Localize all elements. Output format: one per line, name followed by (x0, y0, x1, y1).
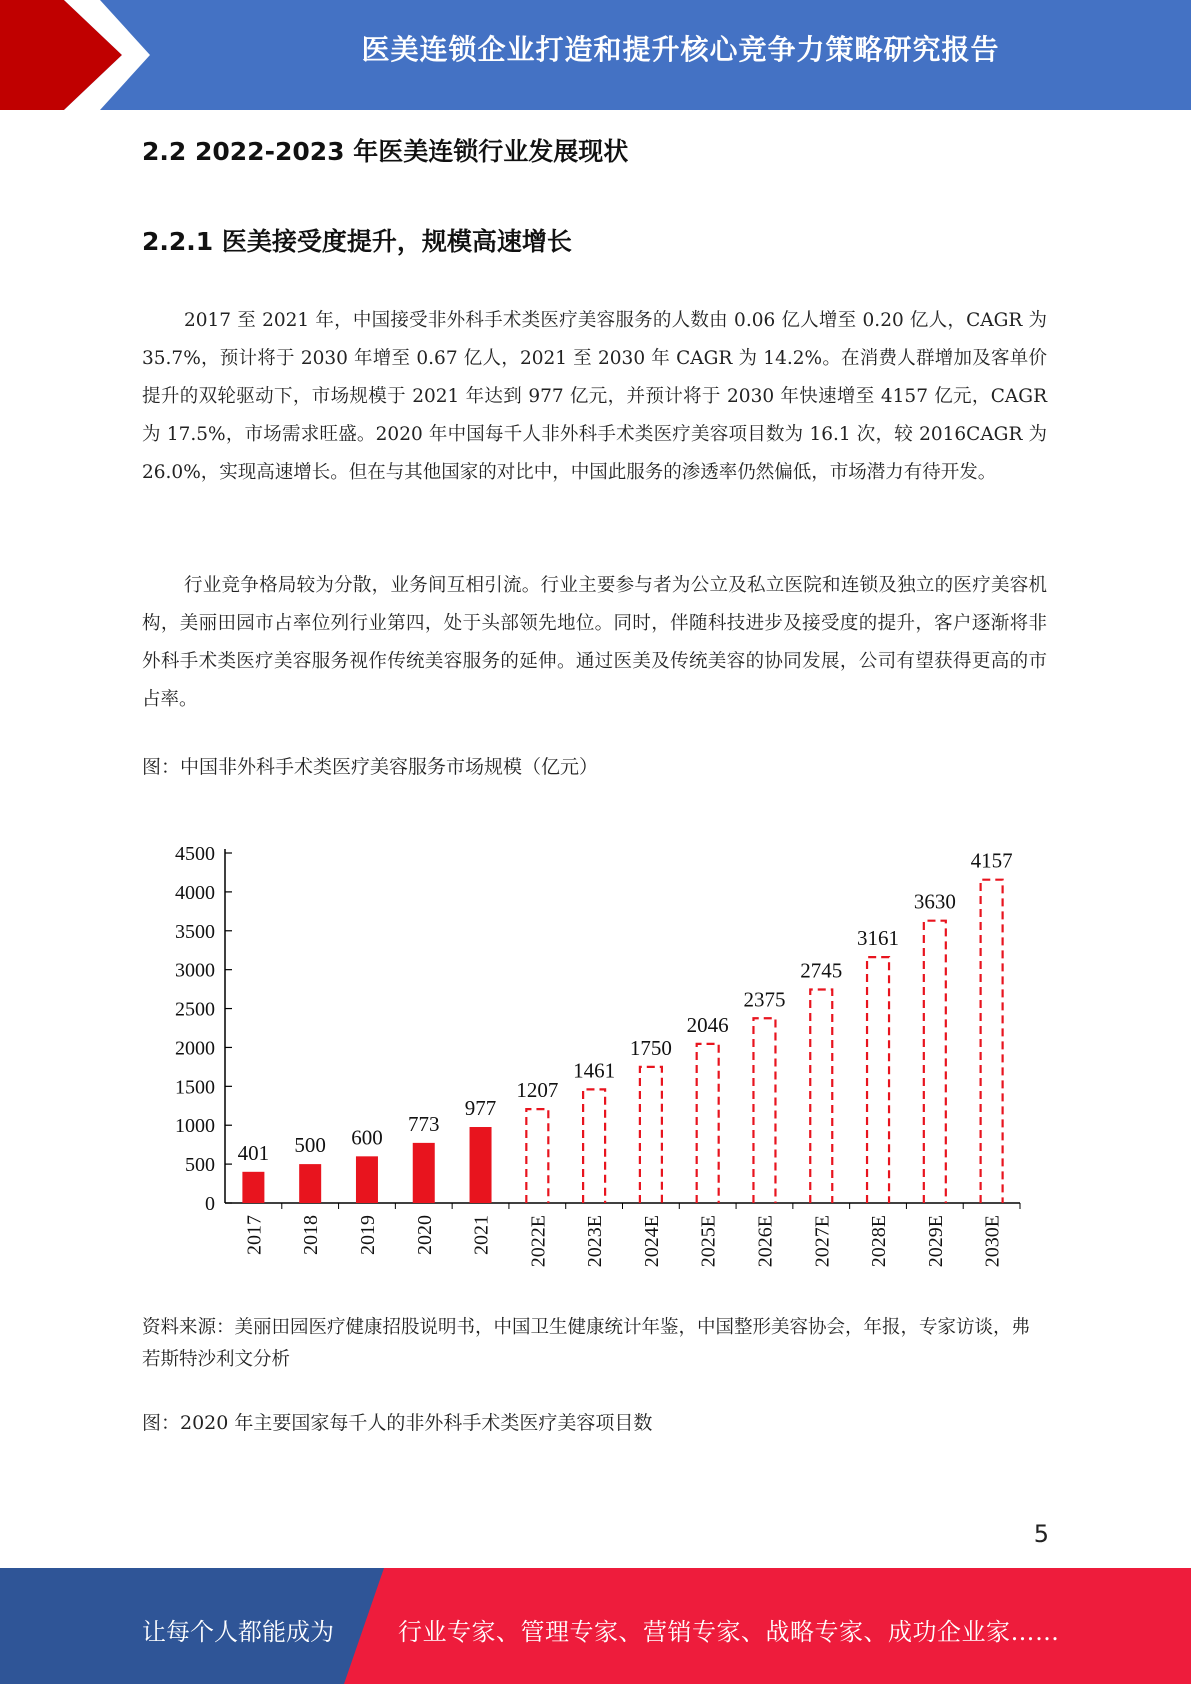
header-title: 医美连锁企业打造和提升核心竞争力策略研究报告 (361, 33, 1000, 66)
bar-forecast (981, 880, 1003, 1203)
y-tick-label: 3000 (175, 959, 215, 982)
data-label: 977 (464, 1096, 497, 1121)
data-label: 2375 (743, 987, 786, 1012)
x-tick-label: 2017 (243, 1215, 266, 1255)
bar-actual (242, 1172, 264, 1203)
x-tick-label: 2024E (640, 1215, 663, 1268)
data-label: 2046 (686, 1012, 729, 1037)
data-label: 1461 (573, 1058, 616, 1083)
y-tick-label: 0 (205, 1193, 215, 1215)
bar-forecast (810, 990, 832, 1204)
data-label: 3630 (913, 889, 956, 914)
x-tick-label: 2019 (356, 1215, 379, 1255)
bar-actual (413, 1143, 435, 1203)
market-size-bar-chart (140, 828, 1040, 1288)
page-number: 5 (1033, 1520, 1049, 1548)
y-tick-label: 4000 (175, 881, 215, 904)
bar-forecast (867, 957, 889, 1203)
x-tick-label: 2029E (924, 1215, 947, 1268)
bar-actual (470, 1127, 492, 1203)
data-label: 2745 (800, 958, 843, 983)
x-tick-label: 2027E (811, 1215, 834, 1268)
data-label: 4157 (970, 848, 1013, 873)
bar-forecast (924, 921, 946, 1203)
header-bar (0, 0, 1191, 110)
y-tick-label: 1000 (175, 1115, 215, 1138)
data-label: 500 (294, 1133, 326, 1158)
footer-slogan-right: 行业专家、管理专家、营销专家、战略专家、成功企业家…… (398, 1618, 1060, 1646)
source-note: 资料来源：美丽田园医疗健康招股说明书，中国卫生健康统计年鉴，中国整形美容协会，年报，专家访谈，弗若斯特沙利文分析 (142, 1317, 1031, 1370)
data-label: 600 (351, 1125, 383, 1150)
bar-forecast (640, 1067, 662, 1203)
paragraph-2: 行业竞争格局较为分散，业务间互相引流。行业主要参与者为公立及私立医院和连锁及独立的医疗美容机构，美丽田园市占率位列行业第四，处于头部领先地位。同时，伴随科技进步及接受度的提升，客户逐渐将非外科手术类医疗美容服务视作传统美容服务的延伸。通过医美及传统美容的协同发展，公司有望获得更高的市占率。 (142, 575, 1047, 710)
y-tick-label: 2000 (175, 1037, 215, 1060)
y-tick-label: 3500 (175, 920, 215, 943)
paragraph-1: 2017 至 2021 年，中国接受非外科手术类医疗美容服务的人数由 0.06 亿人增至 0.20 亿人，CAGR 为 35.7%，预计将于 2030 年增至 0.67 亿人，2021 至 2030 年 CAGR 为 14.2%。在消费人群增加及客单价提升的双轮驱动下，市场规模于 2021 年达到 977 亿元，并预计将于 2030 年快速增至 4157 亿元，CAGR 为 17.5%，市场需求旺盛。2020 年中国每千人非外科手术类医疗美容项目数为 16.1 次，较 2016CAGR 为 26.0%，实现高速增长。但在与其他国家的对比中，中国此服务的渗透率仍然偏低，市场潜力有待开发。 (142, 310, 1047, 483)
bar-forecast (697, 1044, 719, 1203)
x-tick-label: 2023E (584, 1215, 607, 1268)
bar-forecast (583, 1089, 605, 1203)
x-tick-label: 2028E (868, 1215, 891, 1268)
bar-actual (299, 1164, 321, 1203)
figure-caption-market-size: 图：中国非外科手术类医疗美容服务市场规模（亿元） (142, 756, 599, 778)
y-tick-label: 2500 (175, 998, 215, 1021)
data-label: 1207 (516, 1078, 559, 1103)
figure-caption-per-thousand: 图：2020 年主要国家每千人的非外科手术类医疗美容项目数 (142, 1412, 653, 1434)
section-heading: 2.2 2022-2023 年医美连锁行业发展现状 (142, 137, 629, 166)
x-tick-label: 2022E (527, 1215, 550, 1268)
x-tick-label: 2026E (754, 1215, 777, 1268)
x-tick-label: 2020 (413, 1215, 436, 1255)
x-tick-label: 2025E (697, 1215, 720, 1268)
bar-forecast (526, 1109, 548, 1203)
data-label: 401 (237, 1140, 270, 1165)
y-tick-label: 500 (185, 1154, 215, 1177)
y-tick-label: 1500 (175, 1076, 215, 1099)
x-tick-label: 2021 (470, 1215, 493, 1255)
bar-forecast (753, 1018, 775, 1203)
x-tick-label: 2030E (981, 1215, 1004, 1268)
subsection-heading: 2.2.1 医美接受度提升，规模高速增长 (142, 227, 572, 256)
data-label: 1750 (629, 1035, 672, 1060)
x-tick-label: 2018 (300, 1215, 323, 1255)
data-label: 3161 (857, 926, 900, 951)
bar-actual (356, 1156, 378, 1203)
footer-slogan-left: 让每个人都能成为 (142, 1618, 334, 1646)
y-tick-label: 4500 (175, 843, 215, 865)
data-label: 773 (408, 1111, 440, 1136)
